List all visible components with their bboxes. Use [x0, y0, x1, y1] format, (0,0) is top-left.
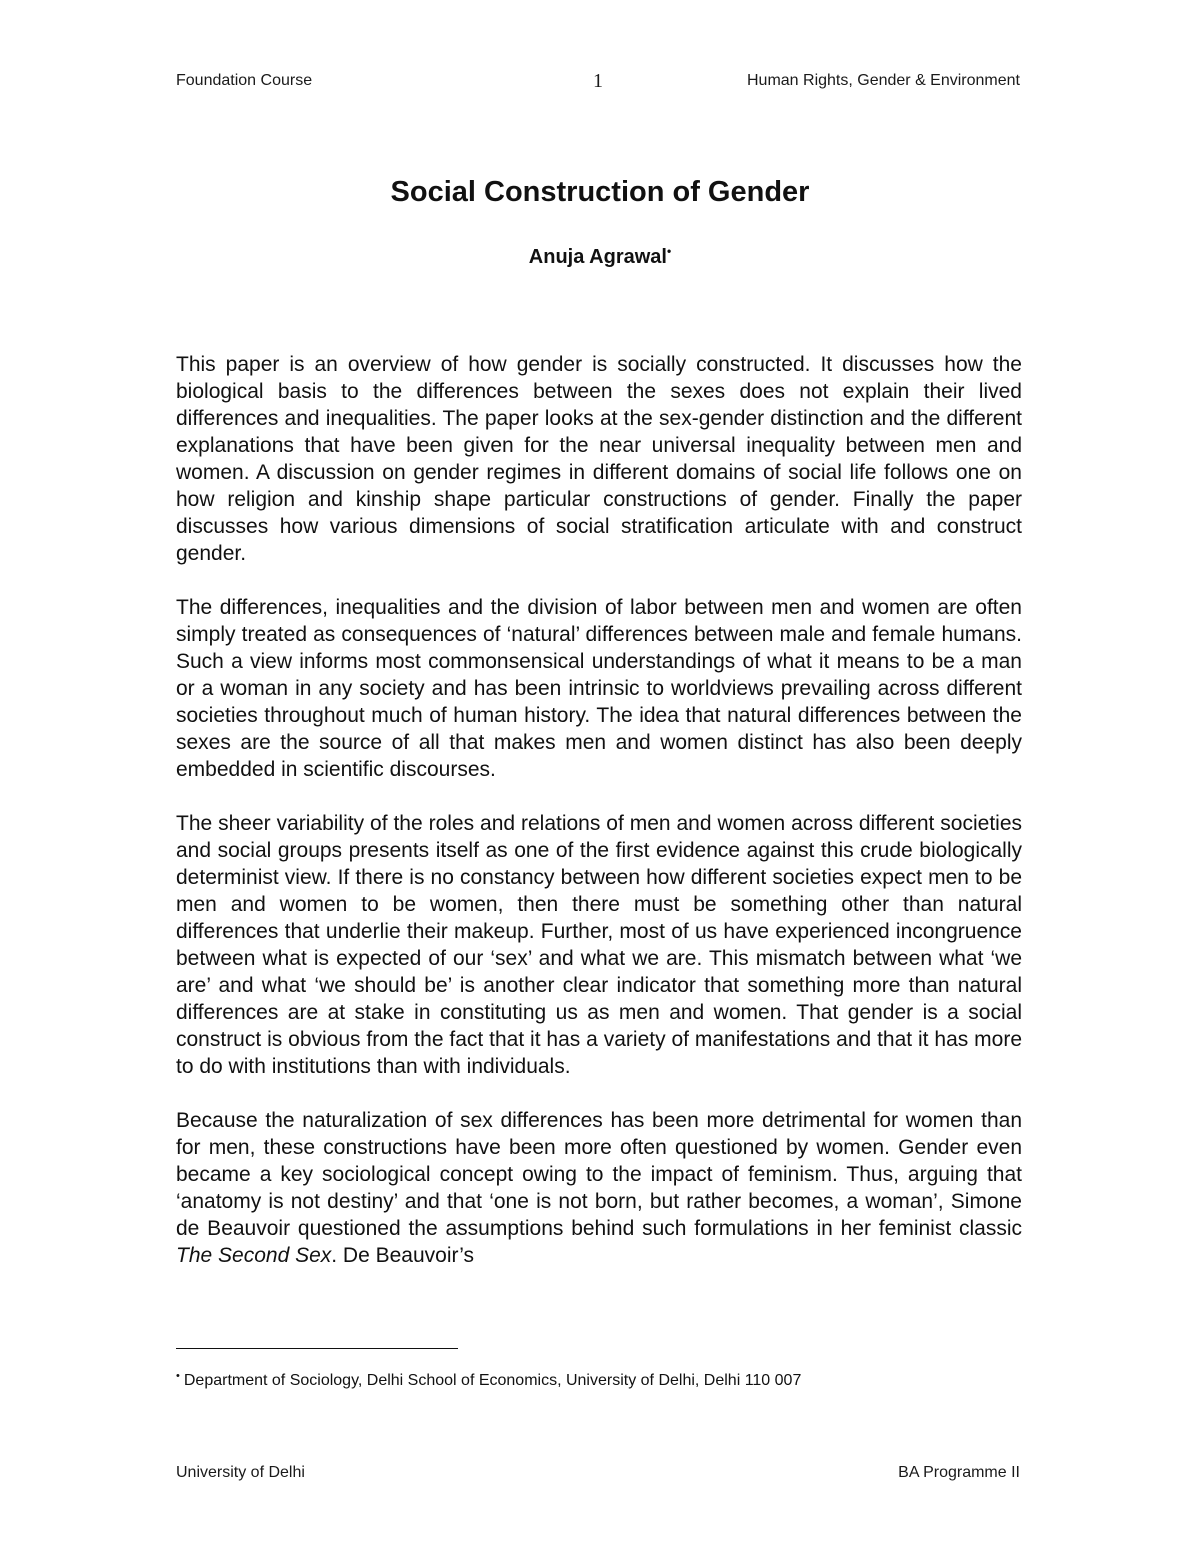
page-footer [176, 1464, 1020, 1482]
footer-institution: University of Delhi [176, 1464, 305, 1481]
header-course-name: Foundation Course [176, 72, 313, 89]
book-title: The Second Sex [176, 1244, 332, 1267]
body-paragraph: The differences, inequalities and the division of labor between men and women are often simply treated as consequences of ‘natural’ differences between male and female humans. Such a view informs most commonsensical understandings of what it means to be a man or a woman in any society and has been intrinsic to worldviews prevailing across different societies throughout much of human history. The idea that natural differences between the sexes are the source of all that makes men and women distinct has also been deeply embedded in scientific discourses. [176, 596, 1022, 781]
footnote-marker: • [176, 1370, 180, 1382]
body-text [176, 351, 1022, 1296]
body-paragraph: The sheer variability of the roles and relations of men and women across different societies and social groups presents itself as one of the first evidence against this crude biologically determinist view. If there is no constancy between how different societies expect men to be men and women to be women, then there must be something other than natural differences that underlie their makeup. Further, most of us have experienced incongruence between what is expected of our ‘sex’ and what we are. This mismatch between what ‘we are’ and what ‘we should be’ is another clear indicator that something more than natural differences are at stake in constituting us as men and women. That gender is a social construct is obvious from the fact that it has a variety of manifestations and that it has more to do with institutions than with individuals. [176, 812, 1022, 1078]
author-footnote-marker: • [666, 244, 672, 258]
paragraph-text: Because the naturalization of sex differences has been more detrimental for women than for men, these constructions have been more often questioned by women. Gender even became a key sociological concept owing to the impact of feminism. Thus, arguing that ‘anatomy is not destiny’ and that ‘one is not born, but rather becomes, a woman’, Simone de Beauvoir questioned the assumptions behind such formulations in her feminist classic [176, 1109, 1022, 1240]
footer-programme: BA Programme II [898, 1464, 1020, 1481]
footnote [176, 1366, 1022, 1391]
page-number: 1 [593, 70, 603, 92]
body-paragraph [176, 1107, 1022, 1269]
abstract-paragraph: This paper is an overview of how gender is socially constructed. It discusses how the biological basis to the differences between the sexes does not explain their lived differences and inequalities. The paper looks at the sex-gender distinction and the different explanations that have been given for the near universal inequality between men and women. A discussion on gender regimes in different domains of social life follows one on how religion and kinship shape particular constructions of gender. Finally the paper discusses how various dimensions of social stratification articulate with and construct gender. [176, 353, 1022, 565]
document-author [0, 244, 1200, 269]
document-title: Social Construction of Gender [390, 176, 810, 208]
header-subject-name: Human Rights, Gender & Environment [746, 72, 1020, 89]
paragraph-text: . De Beauvoir’s [331, 1244, 475, 1267]
page-header [176, 72, 1020, 90]
footnote-divider [176, 1348, 458, 1349]
author-name: Anuja Agrawal [528, 246, 667, 268]
footnote-text: Department of Sociology, Delhi School of Economics, University of Delhi, Delhi 110 007 [183, 1372, 802, 1389]
